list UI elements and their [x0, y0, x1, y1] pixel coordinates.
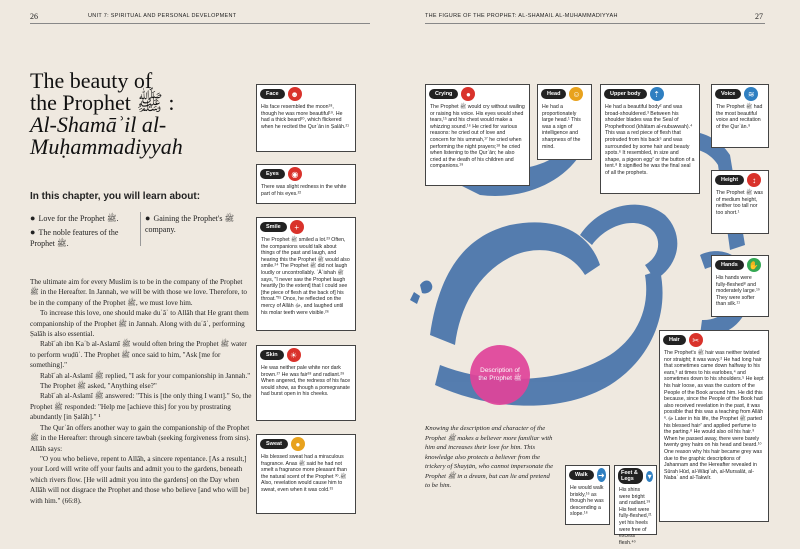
feature-box-smile [256, 217, 356, 331]
feature-box-sweat [256, 434, 356, 514]
tear-icon: ● [461, 87, 475, 101]
running-head: THE FIGURE OF THE PROPHET: AL-SHAMAIL AL-MUHAMMADIYYAH [425, 13, 618, 19]
feature-text: The Prophet ﷺ would cry without wailing or raising his voice. His eyes would shed tears,¹⁵ and his chest would make a whizzing sound.¹⁶ He cried for various reasons: he cried out of love and concern for his ummah,¹⁷ he cried when performing the night prayers;¹⁸ he cried when listening to the Qurʾān; he also cried at the death of his children and companions.¹⁹ [430, 104, 525, 170]
learn-item: ● The noble features of the Prophet ﷺ. [30, 227, 119, 248]
height-icon: ↕ [747, 173, 761, 187]
upper-body-icon: ⇡ [650, 87, 664, 101]
feature-label: Head [541, 89, 566, 99]
feature-text: The Prophet's ﷺ hair was neither twisted nor straight; it was wavy.² He had long hair that sometimes came down halfway to his ears,³ at times to his earlobes,⁴ and sometimes down to his shoulders.⁵ He kept his hair loose, as was the custom of the People of the Book around him. He did this because, since the People of the Book had also received revelation in the past, it was possible that this was a teaching from Allāh ﷻ.⁶ Later in his life, the Prophet ﷺ parted his blessed hair⁷ and applied perfume to the parting.⁸ He would also oil his hair.⁹ When he passed away, there were barely twenty grey hairs on his head and beard.¹⁰ One reason why his hair became grey was due to the graphic descriptions of Jahannam and the Hereafter revealed in Sūrah Hūd, al-Wāqiʿah, al-Mursalāt, al-Nabaʾ and al-Takwīr. [664, 350, 764, 482]
paragraph: Rabīʿah al-Aslamī ﷺ answered: "This is [the only thing I want]." So, the Prophet ﷺ responded: "Help me [achieve this] for you by prostrating abundantly [in Ṣalāh]." ¹ [30, 392, 252, 422]
feature-text: His shins were bright and radiant.¹⁹ His feet were fully-fleshed,²¹ yet his heels were free of excess flesh.⁴⁰ [619, 487, 652, 546]
feature-label: Hair [663, 335, 686, 345]
face-icon: ☻ [288, 87, 302, 101]
paragraph: Rabīʿah ibn Kaʿb al-Aslamī ﷺ would often bring the Prophet ﷺ water to perform wuḍūʾ. The Prophet ﷺ once said to him, "Ask [me for something]." [30, 340, 247, 370]
feature-text: His face resembled the moon¹⁸, though he was more beautiful¹⁹. He had a thick beard²⁰, which flickered when he recited the Qurʾān in Ṣalāh.²¹ [261, 104, 349, 130]
hair-icon: ✂ [689, 333, 703, 347]
feature-text: The Prophet ﷺ had the most beautiful voice and recitation of the Qurʾān.⁹ [716, 104, 763, 130]
bullet-icon: ● [145, 213, 151, 223]
paragraph: The ultimate aim for every Muslim is to be in the company of the Prophet ﷺ in the Hereafter. In Jannah, we will be with those we love. Therefore, to be in the company of the Prophet ﷺ, we must love him. [30, 278, 247, 307]
feature-label: Walk [569, 470, 594, 480]
feature-label: Skin [260, 350, 284, 360]
feature-box-eyes [256, 164, 356, 204]
paragraph: To increase this love, one should make duʿāʾ to Allāh that He grant them companionship of the Prophet ﷺ in Jannah. Along with duʿāʾ, performing Ṣalāh is also essential. [30, 309, 249, 339]
head-icon: ☺ [569, 87, 583, 101]
feature-label: Feet & Legs [618, 468, 643, 484]
feature-text: His blessed sweat had a miraculous fragrance. Anas ﷺ said he had not smelt a fragrance more pleasant than the natural scent of the Prophet ﷺ.³⁰ Also, revelation would cause him to sweat, even when it was cold.³¹ [261, 454, 347, 493]
title-subtitle: Al-Shamāʾil al- [30, 112, 167, 137]
header-rule [425, 23, 765, 24]
feature-text: He had a beautiful body² and was broad-shouldered.³ Between his shoulder blades was the Seal of Prophethood (khātam al-nubuwwah).⁴ This was a red piece of flesh that protruded from his back⁵ and was surrounded by some hair and beauty spots.⁶ It resembled, in size and shape, a pigeon egg⁷ or the button of a tent.⁸ It signified he was the final seal of all the prophets. [605, 104, 695, 176]
feature-text: The Prophet ﷺ smiled a lot.²³ Often, the companions would talk about things of the past and laugh, and hearing this the Prophet ﷺ would also smile.²⁴ The Prophet ﷺ did not laugh loudly or uncontrollably. ʿĀʾishah ﷺ says, "I never saw the Prophet laugh heartily [to the extent] that I could see [the piece of flesh at the back of] his throat."²⁵ Once, he reflected on the mercy of Allāh ﷻ, and laughed until his molar teeth were visible.²⁶ [261, 237, 350, 316]
feature-box-face [256, 84, 356, 152]
paragraph: The Prophet ﷺ asked, "Anything else?" [40, 382, 157, 391]
header-rule [30, 23, 370, 24]
feature-label: Height [715, 175, 744, 185]
running-head: UNIT 7: SPIRITUAL AND PERSONAL DEVELOPMENT [88, 13, 237, 19]
divider [140, 212, 141, 246]
paragraph: Rabīʿah al-Aslamī ﷺ replied, "I ask for your companionship in Jannah." [40, 371, 251, 380]
feature-box-skin [256, 345, 356, 421]
feature-box-head [537, 84, 592, 160]
voice-icon: ≋ [744, 87, 758, 101]
feature-label: Hands [715, 260, 744, 270]
feature-box-feet-legs [614, 465, 657, 546]
page-number: 26 [30, 12, 38, 21]
feature-label: Voice [715, 89, 741, 99]
page-title [30, 70, 250, 158]
feature-box-upper-body [600, 84, 700, 194]
feature-text: His hands were fully-fleshed⁸ and moderately large.¹⁰ They were softer than silk.¹¹ [716, 275, 760, 308]
title-line: the Prophet ﷺ : [30, 90, 175, 115]
walk-icon: ➜ [597, 468, 606, 482]
drop-icon: ● [291, 437, 305, 451]
feature-box-voice [711, 84, 769, 148]
description-badge: Description of the Prophet ﷺ [470, 345, 530, 405]
plus-icon: + [290, 220, 304, 234]
feature-label: Upper body [604, 89, 647, 99]
feature-box-hands [711, 255, 769, 317]
learn-heading: In this chapter, you will learn about: [30, 191, 201, 202]
feature-text: The Prophet ﷺ was of medium height, neither too tall nor too short.¹ [716, 190, 763, 216]
feature-box-height [711, 170, 769, 234]
sun-icon: ☀ [287, 348, 301, 362]
title-subtitle: Muḥammadiyyah [30, 134, 183, 159]
page-number: 27 [755, 12, 763, 21]
feature-label: Smile [260, 222, 287, 232]
learn-item: ● Love for the Prophet ﷺ. [30, 213, 119, 223]
feature-text: He had a proportionately large head.¹ This was a sign of intelligence and sharpness of the mind. [542, 104, 581, 150]
feature-text: He was neither pale white nor dark brown.²⁷ He was fair²⁸ and radiant.²⁹ When angered, the redness of his face would show, as though a pomegranate had burst open in his cheeks. [261, 365, 351, 398]
learn-item: ● Gaining the Prophet's ﷺ company. [145, 213, 235, 234]
feature-box-hair [659, 330, 769, 522]
feature-label: Face [260, 89, 285, 99]
feature-label: Sweat [260, 439, 288, 449]
paragraph: The Qurʾān offers another way to gain the companionship of the Prophet ﷺ in the Hereafter: through sincere tawbah (seeking forgiveness from sins). Allāh says: [30, 423, 251, 453]
caption-text: Knowing the description and character of the Prophet ﷺ makes a believer more familiar with him and increases their love for him. This knowledge also protects a believer from the trickery of Shayṭān, who cannot impersonate the Prophet ﷺ in a dream, but can lie and pretend to be him. [425, 425, 554, 489]
eye-icon: ◉ [288, 167, 302, 181]
paragraph: "O you who believe, repent to Allāh, a sincere repentance. [As a result,] your Lord will write off your faults and admit you to the gardens, beneath which rivers flow. [He will admit you into the gardens] on the Day when Allāh will not disgrace the Prophet and those who believe [and who will be] with him." (66:8). [30, 454, 249, 505]
bullet-icon: ● [30, 213, 36, 223]
feature-box-crying [425, 84, 530, 186]
feature-text: He would walk briskly,¹⁶ as though he was descending a slope.¹⁶ [570, 485, 604, 518]
hands-icon: ✋ [747, 258, 761, 272]
title-line: The beauty of [30, 68, 153, 93]
feature-label: Eyes [260, 169, 285, 179]
feature-text: There was slight redness in the white part of his eyes.²² [261, 184, 347, 197]
feature-box-walk [565, 465, 610, 525]
feature-label: Crying [429, 89, 458, 99]
feet-icon: ▾ [647, 471, 652, 481]
bullet-icon: ● [30, 227, 36, 237]
body-text [30, 277, 252, 506]
